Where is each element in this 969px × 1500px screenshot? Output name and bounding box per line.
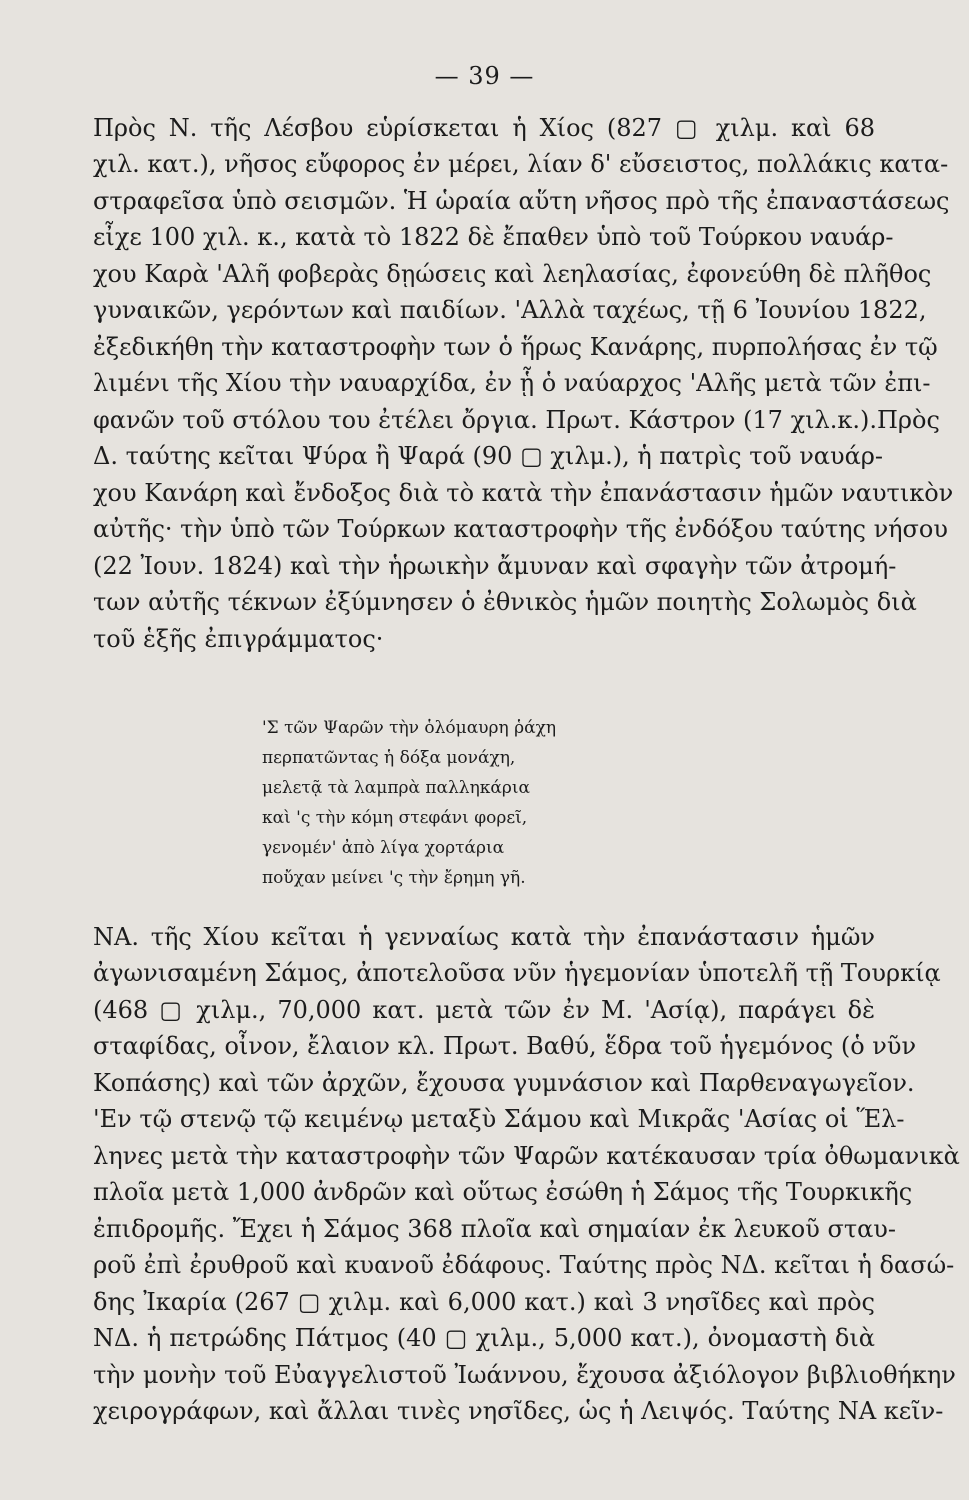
text-line: Δ. ταύτης κεῖται Ψύρα ἢ Ψαρά (90 ▢ χιλμ.), ἡ πατρὶς τοῦ ναυάρ- xyxy=(93,442,884,470)
text-line: χου Κανάρη καὶ ἔνδοξος διὰ τὸ κατὰ τὴν ἐπανάστασιν ἡμῶν ναυτικὸν xyxy=(93,479,954,507)
text-line: στραφεῖσα ὑπὸ σεισμῶν. Ἡ ὡραία αὕτη νῆσος πρὸ τῆς ἐπαναστάσεως xyxy=(93,187,950,215)
text-line: ἀγωνισαμένη Σάμος, ἀποτελοῦσα νῦν ἡγεμονίαν ὑποτελῆ τῇ Τουρκίᾳ xyxy=(93,959,941,987)
text-line: τοῦ ἑξῆς ἐπιγράμματος· xyxy=(93,625,384,653)
text-line: (22 Ἰουν. 1824) καὶ τὴν ἡρωικὴν ἄμυναν καὶ σφαγὴν τῶν ἀτρομή- xyxy=(93,552,897,580)
poem-verse: καὶ 'ς τὴν κόμη στεφάνι φορεῖ, xyxy=(262,808,528,828)
text-line: πλοῖα μετὰ 1,000 ἀνδρῶν καὶ οὕτως ἐσώθη ἡ Σάμος τῆς Τουρκικῆς xyxy=(93,1178,913,1206)
poem-verse: μελετᾷ τὰ λαμπρὰ παλληκάρια xyxy=(262,778,530,798)
text-line: ἐπιδρομῆς. Ἔχει ἡ Σάμος 368 πλοῖα καὶ σημαίαν ἐκ λευκοῦ σταυ- xyxy=(93,1215,897,1243)
text-line: Κοπάσης) καὶ τῶν ἀρχῶν, ἔχουσα γυμνάσιον καὶ Παρθεναγωγεῖον. xyxy=(93,1069,915,1097)
text-line: ΝΑ. τῆς Χίου κεῖται ἡ γενναίως κατὰ τὴν ἐπανάστασιν ἡμῶν xyxy=(93,923,875,951)
text-line: δης Ἰκαρία (267 ▢ χιλμ. καὶ 6,000 κατ.) καὶ 3 νησῖδες καὶ πρὸς xyxy=(93,1288,875,1316)
text-line: ροῦ ἐπὶ ἐρυθροῦ καὶ κυανοῦ ἐδάφους. Ταύτης πρὸς ΝΔ. κεῖται ἡ δασώ- xyxy=(93,1251,955,1279)
text-line: ληνες μετὰ τὴν καταστροφὴν τῶν Ψαρῶν κατέκαυσαν τρία ὀθωμανικὰ xyxy=(93,1142,960,1170)
text-line: ἐξεδικήθη τὴν καταστροφὴν των ὁ ἥρως Κανάρης, πυρπολήσας ἐν τῷ xyxy=(93,333,938,361)
text-line: σταφίδας, οἶνον, ἔλαιον κλ. Πρωτ. Βαθύ, ἕδρα τοῦ ἡγεμόνος (ὁ νῦν xyxy=(93,1032,917,1060)
poem-verse: ποὔχαν μείνει 'ς τὴν ἔρημη γῆ. xyxy=(262,868,526,888)
text-line: ΝΔ. ἡ πετρώδης Πάτμος (40 ▢ χιλμ., 5,000 κατ.), ὀνομαστὴ διὰ xyxy=(93,1324,875,1352)
text-line: 'Εν τῷ στενῷ τῷ κειμένῳ μεταξὺ Σάμου καὶ Μικρᾶς 'Ασίας οἱ Ἕλ- xyxy=(93,1105,905,1133)
page-number: — 39 — xyxy=(434,62,535,90)
poem-verse: 'Σ τῶν Ψαρῶν τὴν ὁλόμαυρη ῥάχη xyxy=(262,718,557,738)
text-line: γυναικῶν, γερόντων καὶ παιδίων. 'Αλλὰ ταχέως, τῇ 6 Ἰουνίου 1822, xyxy=(93,296,927,324)
poem-verse: γενομέν' ἀπὸ λίγα χορτάρια xyxy=(262,838,505,858)
text-line: χειρογράφων, καὶ ἄλλαι τινὲς νησῖδες, ὡς ἡ Λειψός. Ταύτης ΝΑ κεῖν- xyxy=(93,1397,944,1425)
text-line: χου Καρὰ 'Αλῆ φοβερὰς δῃώσεις καὶ λεηλασίας, ἐφονεύθη δὲ πλῆθος xyxy=(93,260,932,288)
text-line: φανῶν τοῦ στόλου του ἐτέλει ὄργια. Πρωτ. Κάστρον (17 χιλ.κ.).Πρὸς xyxy=(93,406,940,434)
text-line: Πρὸς Ν. τῆς Λέσβου εὑρίσκεται ἡ Χίος (827 ▢ χιλμ. καὶ 68 xyxy=(93,114,875,142)
text-line: (468 ▢ χιλμ., 70,000 κατ. μετὰ τῶν ἐν Μ. 'Ασίᾳ), παράγει δὲ xyxy=(93,996,875,1024)
text-line: λιμένι τῆς Χίου τὴν ναυαρχίδα, ἐν ᾗ ὁ ναύαρχος 'Αλῆς μετὰ τῶν ἐπι- xyxy=(93,369,931,397)
text-line: τὴν μονὴν τοῦ Εὐαγγελιστοῦ Ἰωάννου, ἔχουσα ἀξιόλογον βιβλιοθήκην xyxy=(93,1361,956,1389)
poem-verse: περπατῶντας ἡ δόξα μονάχη, xyxy=(262,748,516,768)
text-line: των αὐτῆς τέκνων ἐξύμνησεν ὁ ἐθνικὸς ἡμῶν ποιητὴς Σολωμὸς διὰ xyxy=(93,588,917,616)
text-line: εἶχε 100 χιλ. κ., κατὰ τὸ 1822 δὲ ἔπαθεν ὑπὸ τοῦ Τούρκου ναυάρ- xyxy=(93,223,894,251)
text-line: χιλ. κατ.), νῆσος εὔφορος ἐν μέρει, λίαν δ' εὔσειστος, πολλάκις κατα- xyxy=(93,150,949,178)
text-line: αὐτῆς· τὴν ὑπὸ τῶν Τούρκων καταστροφὴν τῆς ἐνδόξου ταύτης νήσου xyxy=(93,515,948,543)
